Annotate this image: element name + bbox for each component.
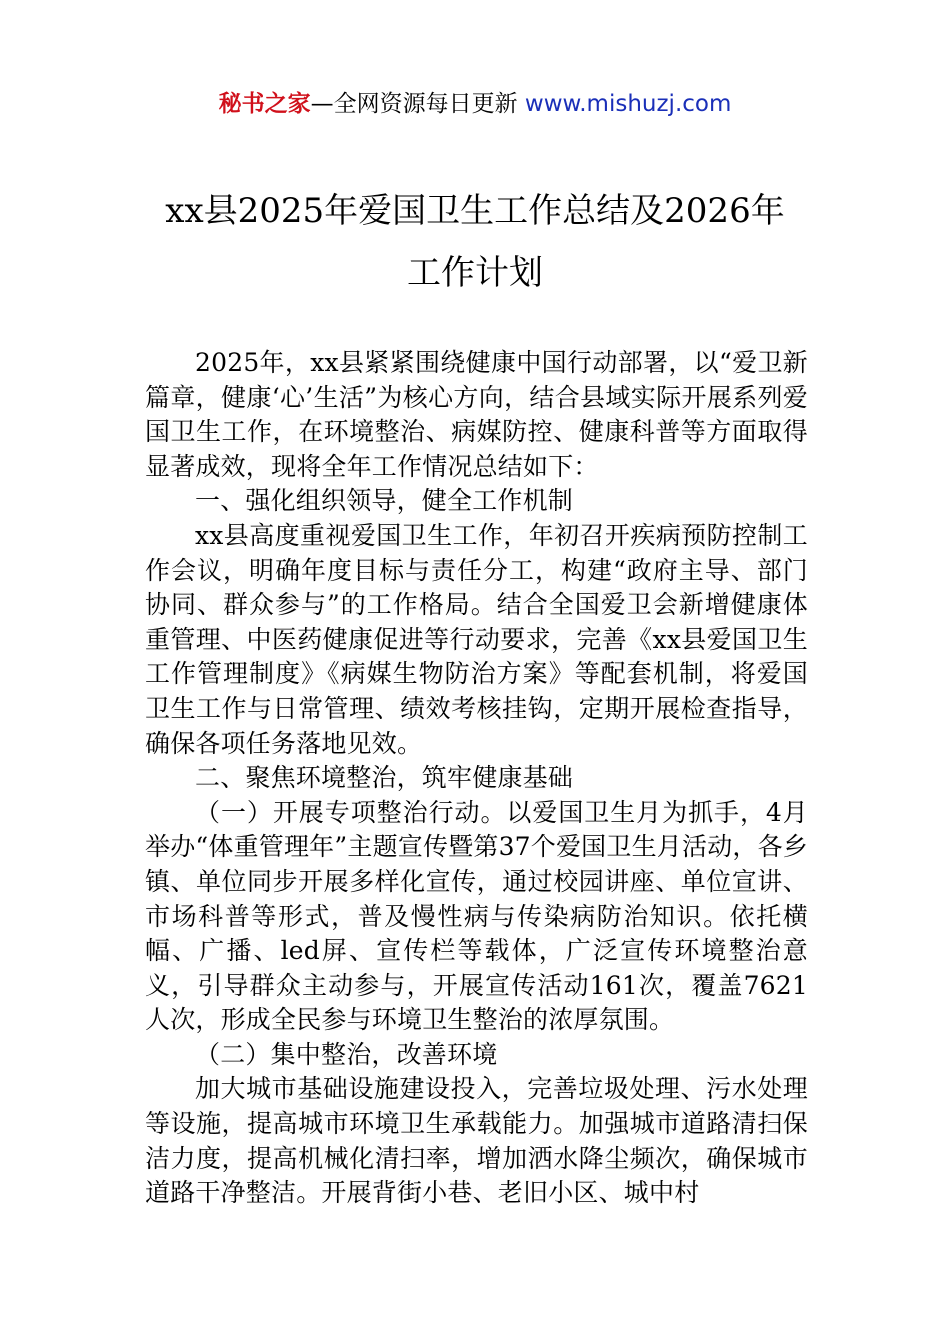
- section-heading-1: 一、强化组织领导，健全工作机制: [195, 486, 574, 516]
- title-line-2: 工作计划: [407, 253, 543, 293]
- site-header: [0, 86, 950, 122]
- header-tagline: —全网资源每日更新: [310, 91, 525, 117]
- intro-paragraph: 2025年，xx县紧紧围绕健康中国行动部署，以“爱卫新篇章，健康‘心’生活”为核心方向，结合县域实际开展系列爱国卫生工作，在环境整治、病媒防控、健康科普等方面取得显著成效，现将全年工作情况总结如下：: [145, 348, 808, 481]
- body-paragraph: 加大城市基础设施建设投入，完善垃圾处理、污水处理等设施，提高城市环境卫生承载能力。加强城市道路清扫保洁力度，提高机械化清扫率，增加洒水降尘频次，确保城市道路干净整洁。开展背街小巷、老旧小区、城中村: [145, 1074, 808, 1208]
- section-heading-2: 二、聚焦环境整治，筑牢健康基础: [195, 763, 574, 793]
- body-paragraph: （一）开展专项整治行动。以爱国卫生月为抓手，4月举办“体重管理年”主题宣传暨第37个爱国卫生月活动，各乡镇、单位同步开展多样化宣传，通过校园讲座、单位宣讲、市场科普等形式，普及慢性病与传染病防治知识。依托横幅、广播、led屏、宣传栏等载体，广泛宣传环境整治意义，引导群众主动参与，开展宣传活动161次，覆盖7621人次，形成全民参与环境卫生整治的浓厚氛围。: [145, 797, 808, 1035]
- document-title: [100, 180, 850, 304]
- subsection-heading: （二）集中整治，改善环境: [195, 1039, 498, 1069]
- document-body: [145, 346, 808, 1211]
- brand-name[interactable]: 秘书之家: [218, 91, 311, 117]
- site-url-link[interactable]: www.mishuzj.com: [524, 91, 732, 117]
- title-line-1: xx县2025年爱国卫生工作总结及2026年: [165, 191, 785, 231]
- body-paragraph: xx县高度重视爱国卫生工作，年初召开疾病预防控制工作会议，明确年度目标与责任分工，构建“政府主导、部门协同、群众参与”的工作格局。结合全国爱卫会新增健康体重管理、中医药健康促进等行动要求，完善《xx县爱国卫生工作管理制度》《病媒生物防治方案》等配套机制，将爱国卫生工作与日常管理、绩效考核挂钩，定期开展检查指导，确保各项任务落地见效。: [145, 520, 808, 758]
